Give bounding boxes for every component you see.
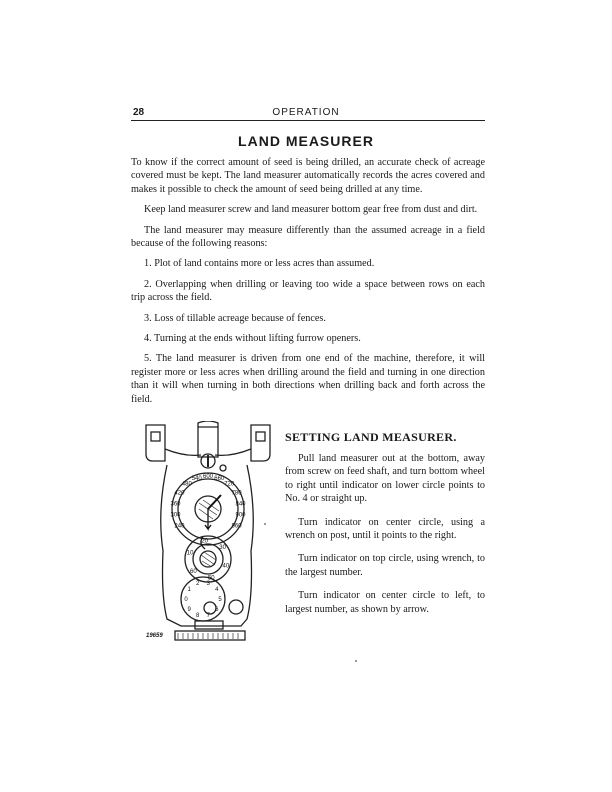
paragraph-reasons-intro: The land measurer may measure differently than the assumed acreage in a field because of the following reasons: (131, 224, 485, 250)
dial-number: 660 (214, 476, 225, 482)
dial-number: 300 (170, 512, 181, 519)
setting-step: Pull land measurer out at the bottom, away from screw on feed shaft, and turn bottom wheel to right until indicator on lower circle points to No. 4 or straight up. (285, 453, 485, 505)
reason-item: 5. The land measurer is driven from one end of the machine, therefore, it will register more or less acres when drilling around the field and turning in one direction than it will when turning in both directions when drilling back and forth across the field. (131, 353, 485, 405)
dial-number: 30 (219, 544, 226, 551)
running-head: OPERATION (272, 107, 340, 118)
reason-item: 3. Loss of tillable acreage because of fences. (144, 312, 326, 324)
dial-number: 7 (206, 613, 210, 620)
reason-item: 2. Overlapping when drilling or leaving too wide a space between rows on each trip across the field. (131, 278, 485, 304)
section-heading: SETTING LAND MEASURER. (285, 430, 457, 444)
reason-item: 4. Turning at the ends without lifting furrow openers. (144, 333, 361, 345)
dial-number: 20 (201, 538, 209, 545)
setting-step: Turn indicator on center circle to left, to largest number, as shown by arrow. (285, 590, 485, 615)
paragraph-maintenance: Keep land measurer screw and land measurer bottom gear free from dust and dirt. (144, 204, 478, 216)
dial-number: 780 (231, 490, 242, 497)
page-title: LAND MEASURER (238, 133, 374, 149)
dial-number: 5 (218, 597, 222, 603)
setting-step: Turn indicator on center circle, using a wrench on post, until it points to the right. (285, 516, 485, 542)
setting-steps (285, 452, 485, 626)
dial-number: 40 (222, 563, 230, 570)
dial-number: 720 (224, 481, 235, 488)
dial-number: 480 (181, 481, 192, 488)
dial-number: 50 (207, 575, 215, 582)
body-text (131, 156, 485, 413)
scan-speck (264, 523, 266, 525)
dial-number: 540 (191, 476, 202, 482)
dial-number: 0 (184, 597, 188, 603)
scan-speck (355, 660, 357, 662)
dial-number: 360 (170, 501, 181, 508)
dial-number: 1 (187, 587, 191, 593)
dial-number: 2 (196, 580, 200, 587)
dial-number: 840 (235, 501, 246, 508)
dial-number: 900 (235, 512, 246, 519)
dial-number: 6 (215, 607, 219, 613)
paragraph-intro: To know if the correct amount of seed is being drilled, an accurate check of acreage covered must be kept. The land measurer automatically records the acres covered and makes it possible to check the amount of seed being drilled at any time. (131, 157, 485, 195)
dial-number: 420 (174, 490, 185, 497)
header-rule (131, 120, 485, 121)
land-measurer-illustration (143, 421, 273, 654)
reason-item: 1. Plot of land contains more or less acres than assumed. (144, 258, 375, 270)
dial-number: 960 (231, 523, 242, 530)
land-measurer-drawing (143, 421, 273, 649)
dial-number: 60 (190, 569, 197, 576)
dial-number: 600 (202, 474, 214, 480)
figure-id: 19659 (146, 633, 163, 639)
dial-number: 10 (186, 550, 194, 557)
page-number: 28 (133, 107, 145, 118)
dial-number: 4 (215, 587, 219, 593)
dial-number: 9 (187, 607, 191, 613)
dial-number: 8 (196, 613, 200, 620)
dial-number: 240 (174, 523, 185, 530)
dial-number: 3 (206, 580, 210, 587)
setting-step: Turn indicator on top circle, using wrench, to the largest number. (285, 553, 485, 578)
